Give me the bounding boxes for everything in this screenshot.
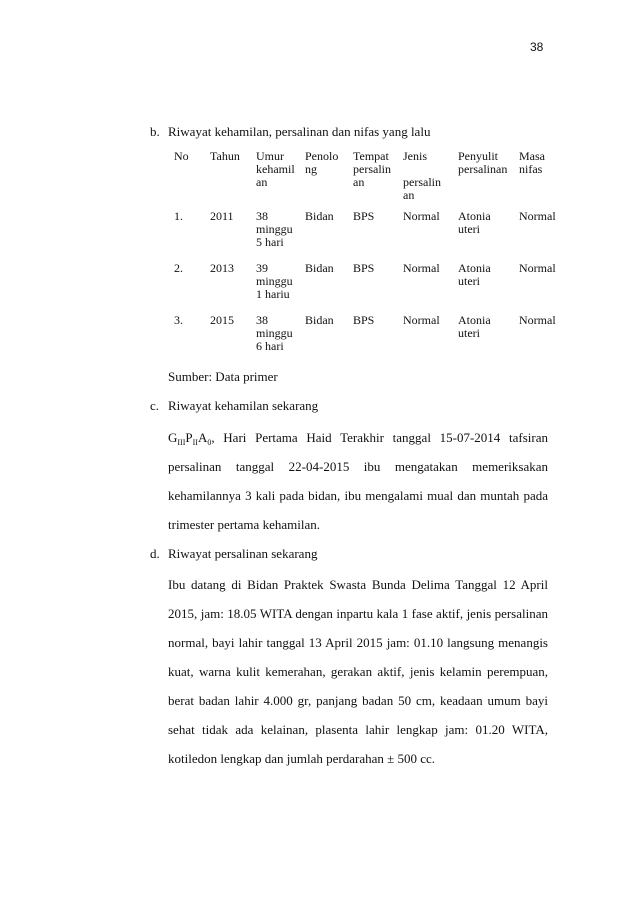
header-tahun: Tahun — [210, 149, 240, 163]
table-cell: 2013 — [210, 261, 234, 275]
table-cell: 38 minggu 6 hari — [256, 313, 293, 353]
section-d-heading — [150, 546, 317, 562]
table-row — [168, 314, 561, 366]
table-cell: 39 minggu 1 hariu — [256, 261, 293, 301]
section-d-line-4: kuat, warna kulit kemerahan, gerakan aktif, jenis kelamin perempuan, — [168, 664, 548, 679]
gpa-p: P — [185, 430, 193, 445]
section-c-line-4: trimester pertama kehamilan. — [168, 517, 320, 532]
section-b-heading — [150, 124, 430, 140]
section-d-title: Riwayat persalinan sekarang — [168, 546, 318, 561]
section-d-line-5: berat badan lahir 4.000 gr, panjang badan 50 cm, keadaan umum bayi — [168, 693, 548, 708]
table-source-note: Sumber: Data primer — [168, 369, 278, 384]
table-cell: BPS — [353, 209, 375, 223]
gpa-a: A — [197, 430, 208, 445]
table-cell: BPS — [353, 313, 375, 327]
table-cell: Normal — [403, 313, 440, 327]
page-number: 38 — [530, 40, 544, 54]
table-cell: Normal — [519, 261, 556, 275]
section-c-heading — [150, 398, 318, 414]
header-penolong: Penolo ng — [305, 149, 339, 176]
gpa-rest: , Hari Pertama Haid Terakhir tanggal 15-07-2014 tafsiran — [211, 430, 548, 445]
table-cell: Atonia uteri — [458, 313, 491, 340]
header-jenis-persalinan: Jenis persalin an — [403, 149, 441, 202]
section-d-line-3: normal, bayi lahir tanggal 13 April 2015 jam: 01.10 langsung menangis — [168, 635, 548, 650]
header-penyulit-persalinan: Penyulit persalinan — [458, 149, 508, 176]
section-c-line-1 — [168, 430, 548, 446]
table-cell: 38 minggu 5 hari — [256, 209, 293, 249]
section-c-line-2: persalinan tanggal 22-04-2015 ibu mengatakan memeriksakan — [168, 459, 548, 474]
section-c-title: Riwayat kehamilan sekarang — [168, 398, 319, 413]
pregnancy-history-table — [168, 150, 561, 366]
table-cell: BPS — [353, 261, 375, 275]
section-b-title: Riwayat kehamilan, persalinan dan nifas yang lalu — [168, 124, 431, 139]
table-cell: Normal — [519, 209, 556, 223]
table-cell: 2. — [174, 261, 183, 275]
table-cell: 1. — [174, 209, 183, 223]
section-d-line-1: Ibu datang di Bidan Praktek Swasta Bunda Delima Tanggal 12 April — [168, 577, 548, 592]
header-no: No — [174, 149, 189, 163]
table-cell: Normal — [403, 209, 440, 223]
table-cell: 2015 — [210, 313, 234, 327]
table-row — [168, 210, 561, 262]
header-masa-nifas: Masa nifas — [519, 149, 545, 176]
section-c-line-3: kehamilannya 3 kali pada bidan, ibu mengalami mual dan muntah pada — [168, 488, 548, 503]
gpa-g: G — [168, 430, 178, 445]
table-cell: Bidan — [305, 261, 334, 275]
gpa-a-sub: 0 — [207, 438, 212, 447]
section-c-letter: c. — [150, 398, 160, 413]
section-d-line-6: sehat tidak ada kelainan, plasenta lahir lengkap jam: 01.20 WITA, — [168, 722, 548, 737]
table-cell: 3. — [174, 313, 183, 327]
table-cell: Normal — [403, 261, 440, 275]
section-d-letter: d. — [150, 546, 160, 561]
section-d-line-7: kotiledon lengkap dan jumlah perdarahan ± 500 cc. — [168, 751, 436, 766]
table-cell: Bidan — [305, 313, 334, 327]
table-header-row — [168, 150, 561, 210]
table-cell: Atonia uteri — [458, 261, 491, 288]
table-cell: Bidan — [305, 209, 334, 223]
header-tempat-persalinan: Tempat persalin an — [353, 149, 391, 189]
section-d-line-2: 2015, jam: 18.05 WITA dengan inpartu kala 1 fase aktif, jenis persalinan — [168, 606, 548, 621]
gpa-p-sub: II — [192, 438, 198, 447]
table-cell: Normal — [519, 313, 556, 327]
table-cell: 2011 — [210, 209, 234, 223]
header-umur-kehamilan: Umur kehamil an — [256, 149, 295, 189]
gpa-g-sub: III — [177, 438, 186, 447]
section-b-letter: b. — [150, 124, 160, 139]
table-cell: Atonia uteri — [458, 209, 491, 236]
table-row — [168, 262, 561, 314]
